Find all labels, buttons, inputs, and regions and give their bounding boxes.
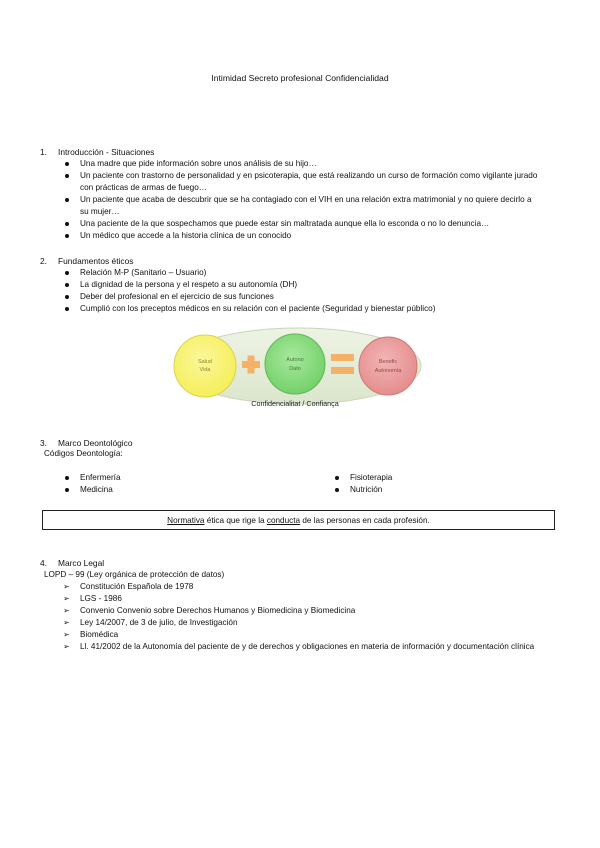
list-item: La dignidad de la persona y el respeto a su autonomía (DH) bbox=[80, 279, 550, 291]
circle-beneficio-label-2: Autonomía bbox=[374, 368, 402, 374]
codes-column-2 bbox=[350, 472, 550, 496]
section-2-heading bbox=[40, 255, 133, 267]
circle-beneficio-label-1: Benefic bbox=[378, 359, 398, 365]
section-1-title: Introducción - Situaciones bbox=[58, 147, 155, 157]
section-4-title: Marco Legal bbox=[58, 558, 105, 568]
list-item: Nutrición bbox=[350, 484, 550, 496]
section-1-heading bbox=[40, 146, 154, 158]
diagram-caption: Confidencialitat / Confiança bbox=[251, 399, 339, 408]
definition-text-mid: ética que rige la bbox=[204, 516, 267, 525]
section-2-number: 2. bbox=[40, 256, 47, 266]
circle-salud-label-1: Salud bbox=[197, 359, 213, 365]
section-4-subtitle: LOPD – 99 (Ley orgánica de protección de datos) bbox=[44, 570, 225, 579]
list-item: Un paciente que acaba de descubrir que se ha contagiado con el VIH en una relación extra matrimonial y no quiere decirlo a su mujer… bbox=[80, 194, 540, 218]
equals-bottom bbox=[331, 367, 354, 374]
list-item: ➢ Constitución Española de 1978 bbox=[80, 581, 540, 593]
section-3-title: Marco Deontológico bbox=[58, 438, 133, 448]
section-4-heading bbox=[40, 557, 104, 569]
list-item: ➢ Convenio Convenio sobre Derechos Humanos y Biomedicina y Biomedicina bbox=[80, 605, 540, 617]
definition-word-normativa: Normativa bbox=[167, 516, 205, 525]
codes-column-1 bbox=[80, 472, 280, 496]
definition-word-conducta: conducta bbox=[266, 516, 301, 525]
plus-vertical bbox=[248, 356, 255, 374]
circle-salud bbox=[174, 335, 236, 397]
list-item: Medicina bbox=[80, 484, 280, 496]
list-item: Un paciente con trastorno de personalidad y en psicoterapia, que está realizando un curso de formación como vigilante jurado con prácticas de armas de fuego… bbox=[80, 170, 540, 194]
definition-text-end: de las personas en cada profesión. bbox=[300, 516, 430, 525]
list-item: Relación M-P (Sanitario – Usuario) bbox=[80, 267, 550, 279]
list-item: Un médico que accede a la historia clínica de un conocido bbox=[80, 230, 540, 242]
circle-salud-label-2: Vida bbox=[199, 367, 211, 373]
list-item: Fisioterapia bbox=[350, 472, 550, 484]
list-item: Cumplió con los preceptos médicos en su relación con el paciente (Seguridad y bienestar público) bbox=[80, 303, 550, 315]
circle-autonomia-label-1: Autono bbox=[286, 357, 304, 363]
section-4-list bbox=[80, 581, 540, 653]
section-1-number: 1. bbox=[40, 147, 47, 157]
list-item: Una paciente de la que sospechamos que puede estar sin maltratada aunque ella lo esconda o no lo denuncia… bbox=[80, 218, 540, 230]
section-2-list bbox=[80, 267, 550, 315]
circle-autonomia-label-2: Dato bbox=[289, 366, 301, 372]
list-item: ➢ LGS - 1986 bbox=[80, 593, 540, 605]
section-2-title: Fundamentos éticos bbox=[58, 256, 134, 266]
list-item: ➢ Biomédica bbox=[80, 629, 540, 641]
list-item: Deber del profesional en el ejercicio de sus funciones bbox=[80, 291, 550, 303]
list-item: ➢ Ley 14/2007, de 3 de julio, de Investigación bbox=[80, 617, 540, 629]
section-4-number: 4. bbox=[40, 558, 47, 568]
page-title: Intimidad Secreto profesional Confidencialidad bbox=[211, 73, 389, 83]
list-item: ➢ Ll. 41/2002 de la Autonomía del paciente de y de derechos y obligaciones en materia de información y documentación clínica bbox=[80, 641, 540, 653]
circle-beneficio bbox=[359, 337, 417, 395]
list-item: Enfermería bbox=[80, 472, 280, 484]
definition-box bbox=[42, 510, 555, 530]
section-1-list bbox=[80, 158, 540, 242]
confidentiality-diagram bbox=[165, 322, 435, 412]
section-3-subtitle: Códigos Deontología: bbox=[44, 449, 123, 458]
circle-autonomia bbox=[265, 334, 325, 394]
equals-top bbox=[331, 354, 354, 361]
section-3-number: 3. bbox=[40, 438, 47, 448]
list-item: Una madre que pide información sobre unos análisis de su hijo… bbox=[80, 158, 540, 170]
